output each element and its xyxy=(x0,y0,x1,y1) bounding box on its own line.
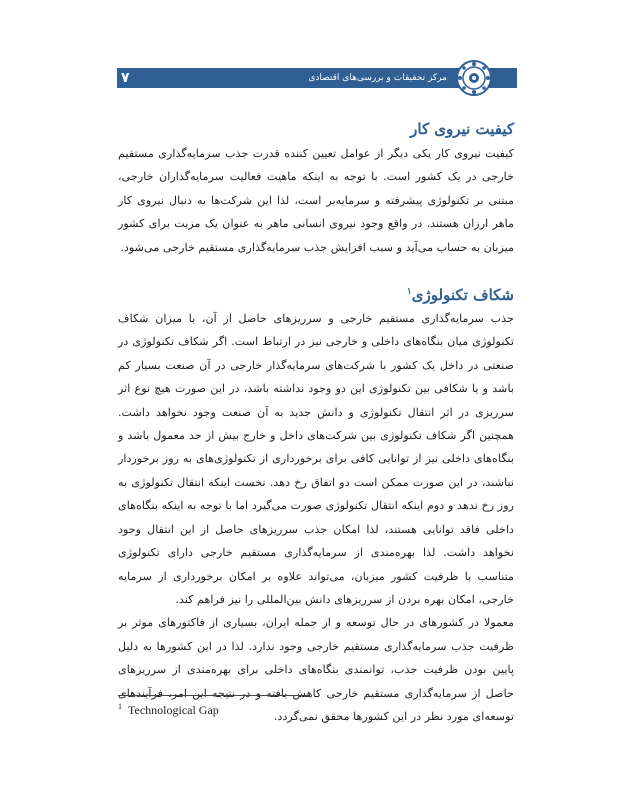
footnote-reference: ۱ xyxy=(406,287,412,298)
footnote-number: 1 xyxy=(118,702,122,711)
article-body xyxy=(118,118,514,728)
footnote-divider xyxy=(118,695,308,696)
paragraph-technology-gap-2: معمولا در کشورهای در حال توسعه و از جمله ایران، بسیاری از فاکتورهای موثر بر ظرفیت جذب سرمایه‌گذاری مستقیم خارجی وجود ندارد. لذا در این کشورها به دلیل پایین بودن ظرفیت جذب، توانمندی بنگاه‌های داخلی برای بهره‌مندی از سرریزهای حاصل از سرمایه‌گذاری مستقیم خارجی کاهش یافته و در نتیجه این امر، فرآیندهای توسعه‌ای مورد نظر در این کشورها محقق نمی‌گردد. xyxy=(118,616,514,723)
chamber-logo-icon xyxy=(450,58,498,98)
paragraph-workforce-quality: کیفیت نیروی کار یکی دیگر از عوامل تعیین کننده قدرت جذب سرمایه‌گذاری مستقیم خارجی در یک کشور است. با توجه به اینکه ماهیت فعالیت سرمایه‌گذاران خارجی، مبتنی بر تکنولوژی پیشرفته و سرمایه‌بر است، لذا این شرکت‌ها به دنبال نیروی کار ماهر ارزان هستند. در واقع وجود نیروی انسانی ماهر به عنوان یک مزیت برای کشور میزبان به حساب می‌آید و سبب افزایش جذب سرمایه‌گذاری مستقیم خارجی می‌شود. xyxy=(118,147,514,254)
section-heading-workforce-quality: کیفیت نیروی کار xyxy=(410,120,514,138)
footnote xyxy=(118,702,219,718)
organization-tagline: مرکز تحقیقات و بررسی‌های اقتصادی xyxy=(308,73,447,83)
page-number: ۷ xyxy=(121,70,130,86)
paragraph-technology-gap-1: جذب سرمایه‌گذاری مستقیم خارجی و سرریزهای حاصل از آن، با میزان شکاف تکنولوژی میان بنگاه‌های داخلی و خارجی نیز در ارتباط است. اگر شکاف تکنولوژی در صنعتی در داخل یک کشور با شرکت‌های سرمایه‌گذار خارجی در آن صنعت بسیار کم باشد و یا شکافی بین تکنولوژی این دو وجود نداشته باشد، در این صورت هیچ نوع اثر سرریزی در اثر انتقال تکنولوژی و دانش جدید به آن صنعت وجود نخواهد داشت. همچنین اگر شکاف تکنولوژی بین شرکت‌های داخل و خارج بیش از حد معمول باشد و بنگاه‌های داخلی نیز از توانایی کافی برای برخورداری از تکنولوژی‌های به روز برخوردار نباشند، در این صورت ممکن است دو اتفاق رخ دهد. نخست اینکه انتقال تکنولوژی به روز رخ ندهد و دوم اینکه انتقال تکنولوژی صورت می‌گیرد اما با توجه به اینکه بنگاه‌های داخلی فاقد توانایی هستند، لذا امکان جذب سرریزهای حاصل از این انتقال وجود نخواهد داشت. لذا بهره‌مندی از سرمایه‌گذاری مستقیم خارجی دارای تکنولوژی متناسب با ظرفیت کشور میزبان، می‌تواند علاوه بر امکان برخورداری از سرمایه خارجی، امکان بهره بردن از سرریزهای دانش بین‌المللی را نیز فراهم کند. xyxy=(118,312,514,606)
technology-gap-title: شکاف تکنولوژی xyxy=(411,286,514,305)
section-heading-technology-gap xyxy=(118,281,514,303)
footnote-text: Technological Gap xyxy=(128,703,219,717)
